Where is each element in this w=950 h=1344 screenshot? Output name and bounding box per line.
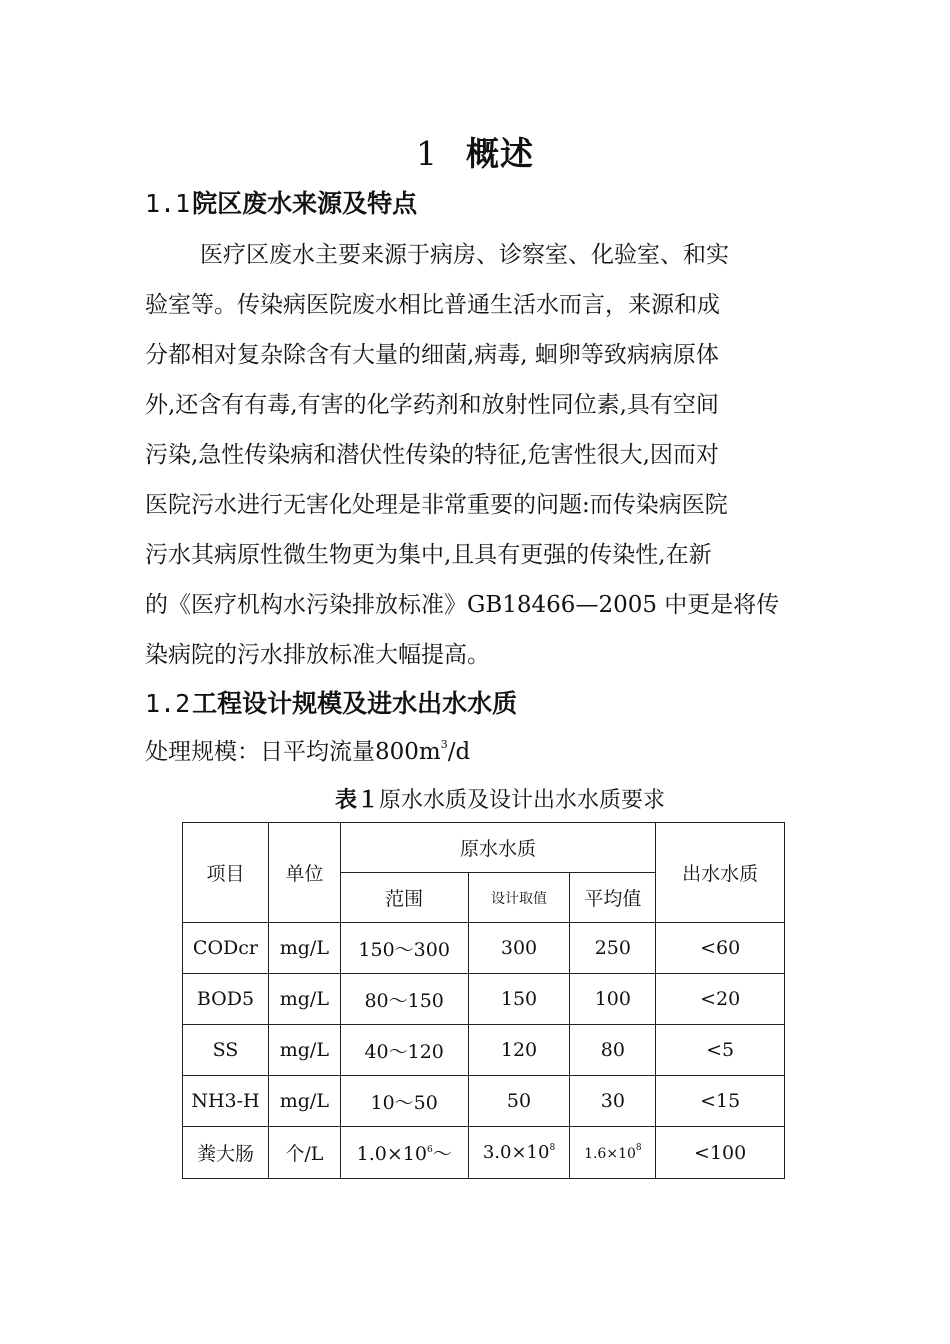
cell-average — [570, 1127, 656, 1179]
design-base: 3.0×10 — [482, 1142, 550, 1163]
section-title: 院区废水来源及特点 — [192, 189, 418, 218]
cell-effluent: <20 — [656, 974, 785, 1025]
cell-item: 粪大肠 — [183, 1127, 269, 1179]
paragraph-line: 染病院的污水排放标准大幅提高。 — [145, 642, 490, 668]
section-heading-1-1 — [145, 184, 417, 220]
scale-text: 处理规模：日平均流量800m — [145, 739, 441, 765]
cell-average: 30 — [570, 1076, 656, 1127]
section-title: 工程设计规模及进水出水水质 — [192, 689, 518, 718]
cell-effluent: <15 — [656, 1076, 785, 1127]
header-average: 平均值 — [570, 873, 656, 923]
section-number: 1.1 — [145, 189, 191, 218]
cell-design: 50 — [468, 1076, 570, 1127]
chapter-number: 1 — [416, 134, 438, 173]
average-base: 1.6×10 — [584, 1146, 636, 1162]
section-number: 1.2 — [145, 689, 191, 718]
header-range: 范围 — [340, 873, 468, 923]
chapter-title-text: 概述 — [466, 134, 534, 173]
range-tilde: ～ — [432, 1143, 452, 1165]
header-raw-quality: 原水水质 — [340, 823, 656, 873]
cell-design: 150 — [468, 974, 570, 1025]
cell-unit: 个/L — [268, 1127, 340, 1179]
table-caption-label: 表１ — [334, 788, 379, 813]
cell-item: CODcr — [183, 923, 269, 974]
table-row — [183, 1076, 785, 1127]
table-header-row — [183, 823, 785, 873]
table-row — [183, 974, 785, 1025]
table-caption — [0, 783, 950, 814]
header-unit: 单位 — [268, 823, 340, 923]
cell-range: 10～50 — [340, 1076, 468, 1127]
range-base: 1.0×10 — [356, 1143, 427, 1165]
table-row-coliform — [183, 1127, 785, 1179]
chapter-title — [0, 128, 950, 175]
paragraph-line: 医院污水进行无害化处理是非常重要的问题:而传染病医院 — [145, 492, 728, 518]
cell-average: 250 — [570, 923, 656, 974]
header-item: 项目 — [183, 823, 269, 923]
cell-average: 100 — [570, 974, 656, 1025]
paragraph-line: 分都相对复杂除含有大量的细菌,病毒, 蛔卵等致病病原体 — [145, 342, 719, 368]
header-effluent: 出水水质 — [656, 823, 785, 923]
paragraph-line: 外,还含有有毒,有害的化学药剂和放射性同位素,具有空间 — [145, 392, 719, 418]
cell-effluent: <60 — [656, 923, 785, 974]
water-quality-table — [182, 822, 785, 1179]
cell-average: 80 — [570, 1025, 656, 1076]
cell-item: SS — [183, 1025, 269, 1076]
paragraph-line: 污水其病原性微生物更为集中,且具有更强的传染性,在新 — [145, 542, 712, 568]
table-row — [183, 923, 785, 974]
average-exponent: 8 — [635, 1143, 642, 1153]
design-exponent: 8 — [549, 1143, 556, 1153]
cell-design: 300 — [468, 923, 570, 974]
table-caption-text: 原水水质及设计出水水质要求 — [379, 788, 666, 813]
cell-unit: mg/L — [268, 1076, 340, 1127]
cell-item: BOD5 — [183, 974, 269, 1025]
cell-design — [468, 1127, 570, 1179]
paragraph-line: 验室等。传染病医院废水相比普通生活水而言，来源和成 — [145, 292, 720, 318]
cell-unit: mg/L — [268, 923, 340, 974]
paragraph-line: 污染,急性传染病和潜伏性传染的特征,危害性很大,因而对 — [145, 442, 719, 468]
cell-range: 40～120 — [340, 1025, 468, 1076]
scale-unit: /d — [447, 739, 471, 765]
cell-item: NH3-H — [183, 1076, 269, 1127]
header-design-value: 设计取值 — [468, 873, 570, 923]
cell-effluent: <5 — [656, 1025, 785, 1076]
cell-effluent: <100 — [656, 1127, 785, 1179]
cell-range: 80～150 — [340, 974, 468, 1025]
processing-scale — [145, 733, 470, 766]
cell-range: 150～300 — [340, 923, 468, 974]
cell-unit: mg/L — [268, 974, 340, 1025]
range-exponent: 6 — [426, 1145, 433, 1155]
paragraph-line: 医疗区废水主要来源于病房、诊察室、化验室、和实 — [200, 242, 729, 268]
cell-unit: mg/L — [268, 1025, 340, 1076]
cell-range — [340, 1127, 468, 1179]
cell-design: 120 — [468, 1025, 570, 1076]
paragraph-line: 的《医疗机构水污染排放标准》GB18466—2005 中更是将传 — [145, 592, 780, 618]
table-row — [183, 1025, 785, 1076]
section-heading-1-2 — [145, 684, 517, 720]
scale-superscript: 3 — [440, 738, 448, 751]
